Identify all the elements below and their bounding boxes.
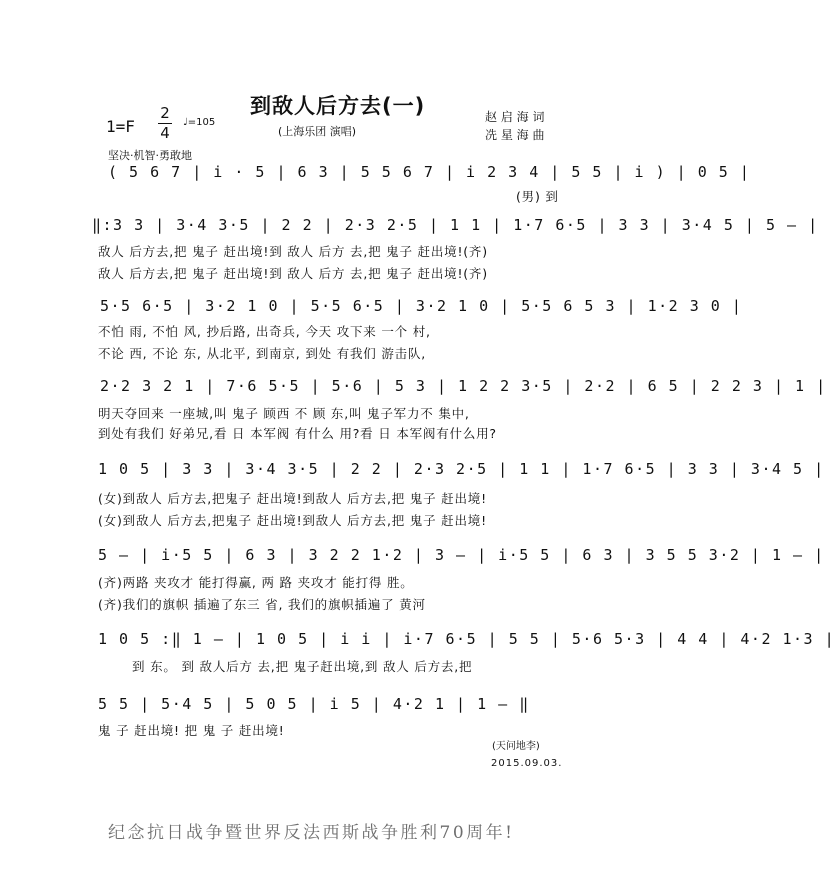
notation-system-3: 5·5 6·5 | 3·2 1 0 | 5·5 6·5 | 3·2 1 0 | 5·5 6 5 3 | 1·2 3 0 | xyxy=(100,297,743,315)
signature-date: 2015.09.03. xyxy=(491,758,563,769)
expression-marking: 坚决·机智·勇敢地 xyxy=(108,149,192,162)
lyrics-system-8: 鬼 子 赶出境! 把 鬼 子 赶出境! xyxy=(98,723,285,738)
time-signature xyxy=(158,105,172,142)
notation-system-8: 5 5 | 5·4 5 | 5 0 5 | i 5 | 4·2 1 | 1 – ‖ xyxy=(98,695,530,713)
notation-system-2: ‖:3 3 | 3·4 3·5 | 2 2 | 2·3 2·5 | 1 1 | 1·7 6·5 | 3 3 | 3·4 5 | 5 – | xyxy=(92,216,819,234)
time-signature-bottom: 4 xyxy=(160,124,170,142)
tempo-marking: ♩=105 xyxy=(183,117,216,128)
lyrics-system-4-verse-2: 到处有我们 好弟兄,看 日 本军阀 有什么 用?看 日 本军阀有什么用? xyxy=(98,426,497,441)
notation-system-5: 1 0 5 | 3 3 | 3·4 3·5 | 2 2 | 2·3 2·5 | 1 1 | 1·7 6·5 | 3 3 | 3·4 5 | xyxy=(98,460,825,478)
commemorative-footer: 纪念抗日战争暨世界反法西斯战争胜利70周年! xyxy=(108,823,515,843)
lyricist-credit: 赵 启 海 词 xyxy=(485,110,545,124)
key-signature: 1=F xyxy=(106,117,135,136)
lyrics-system-3-verse-1: 不怕 雨, 不怕 风, 抄后路, 出奇兵, 今天 攻下来 一个 村, xyxy=(98,324,431,339)
composer-credit: 冼 星 海 曲 xyxy=(485,128,545,142)
lyrics-system-5-verse-2: (女)到敌人 后方去,把鬼子 赶出境!到敌人 后方去,把 鬼子 赶出境! xyxy=(98,513,487,528)
time-signature-top: 2 xyxy=(160,104,170,122)
lyrics-system-4-verse-1: 明天夺回来 一座城,叫 鬼子 顾西 不 顾 东,叫 鬼子军力不 集中, xyxy=(98,406,470,421)
lyrics-system-2-verse-2: 敌人 后方去,把 鬼子 赶出境!到 敌人 后方 去,把 鬼子 赶出境!(齐) xyxy=(98,266,488,281)
lyrics-system-5-verse-1: (女)到敌人 后方去,把鬼子 赶出境!到敌人 后方去,把 鬼子 赶出境! xyxy=(98,491,487,506)
lyrics-system-7: 到 东。 到 敌人后方 去,把 鬼子赶出境,到 敌人 后方去,把 xyxy=(132,659,473,674)
song-subtitle: (上海乐团 演唱) xyxy=(278,125,357,138)
lyrics-system-2-verse-1: 敌人 后方去,把 鬼子 赶出境!到 敌人 后方 去,把 鬼子 赶出境!(齐) xyxy=(98,244,488,259)
notation-system-1: ( 5 6 7 | i · 5 | 6 3 | 5 5 6 7 | i 2 3 4 | 5 5 | i ) | 0 5 | xyxy=(108,163,751,181)
lyrics-system-6-verse-2: (齐)我们的旗帜 插遍了东三 省, 我们的旗帜插遍了 黄河 xyxy=(98,597,426,612)
lyrics-system-3-verse-2: 不论 西, 不论 东, 从北平, 到南京, 到处 有我们 游击队, xyxy=(98,346,427,361)
notation-system-6: 5 – | i·5 5 | 6 3 | 3 2 2 1·2 | 3 – | i·5 5 | 6 3 | 3 5 5 3·2 | 1 – | xyxy=(98,546,825,564)
arranger-signature: (天问地李) xyxy=(492,741,540,752)
song-title: 到敌人后方去(一) xyxy=(250,94,426,118)
lyrics-system-6-verse-1: (齐)两路 夹攻才 能打得赢, 两 路 夹攻才 能打得 胜。 xyxy=(98,575,414,590)
notation-system-7: 1 0 5 :‖ 1 – | 1 0 5 | i i | i·7 6·5 | 5 5 | 5·6 5·3 | 4 4 | 4·2 1·3 | xyxy=(98,630,835,648)
lyrics-system-1: (男) 到 xyxy=(516,189,559,204)
notation-system-4: 2·2 3 2 1 | 7·6 5·5 | 5·6 | 5 3 | 1 2 2 3·5 | 2·2 | 6 5 | 2 2 3 | 1 | xyxy=(100,377,827,395)
